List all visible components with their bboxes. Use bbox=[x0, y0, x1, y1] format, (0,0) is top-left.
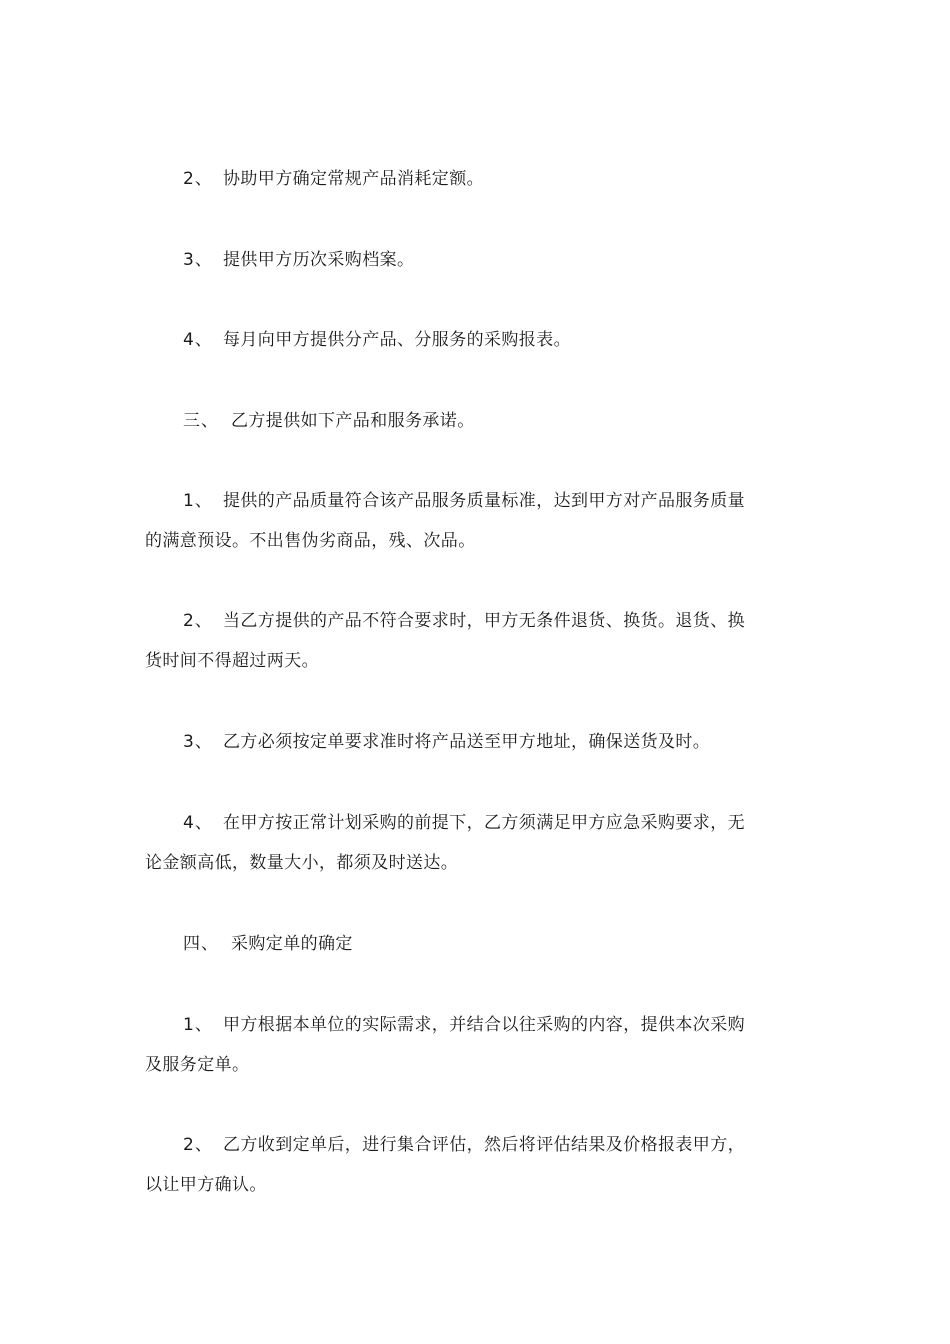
section-marker: 四、 bbox=[183, 934, 219, 954]
paragraph-text: 提供的产品质量符合该产品服务质量标准，达到甲方对产品服务质量 bbox=[223, 491, 745, 511]
paragraph-line bbox=[145, 722, 800, 762]
paragraph bbox=[145, 481, 800, 561]
list-marker: 3、 bbox=[183, 250, 213, 270]
list-marker: 1、 bbox=[183, 1015, 213, 1035]
paragraph-line bbox=[145, 1125, 800, 1165]
paragraph bbox=[145, 320, 800, 360]
paragraph bbox=[145, 1005, 800, 1085]
list-marker: 2、 bbox=[183, 611, 213, 631]
paragraph-text: 协助甲方确定常规产品消耗定额。 bbox=[223, 169, 484, 189]
paragraph-text: 在甲方按正常计划采购的前提下，乙方须满足甲方应急采购要求，无 bbox=[223, 813, 745, 833]
paragraph-line bbox=[145, 924, 800, 964]
paragraph-line bbox=[145, 320, 800, 360]
paragraph-text: 当乙方提供的产品不符合要求时，甲方无条件退货、换货。退货、换 bbox=[223, 611, 745, 631]
list-marker: 4、 bbox=[183, 813, 213, 833]
paragraph-line bbox=[145, 401, 800, 441]
list-marker: 4、 bbox=[183, 330, 213, 350]
paragraph-text: 提供甲方历次采购档案。 bbox=[223, 250, 415, 270]
list-marker: 2、 bbox=[183, 1135, 213, 1155]
list-marker: 2、 bbox=[183, 169, 213, 189]
paragraph bbox=[145, 601, 800, 681]
paragraph-text: 每月向甲方提供分产品、分服务的采购报表。 bbox=[223, 330, 571, 350]
section-heading-text: 采购定单的确定 bbox=[231, 934, 353, 954]
paragraph-line bbox=[145, 481, 800, 521]
paragraph-line bbox=[145, 1005, 800, 1045]
paragraph-line: 以让甲方确认。 bbox=[145, 1175, 267, 1195]
paragraph-line bbox=[145, 240, 800, 280]
paragraph bbox=[145, 1125, 800, 1205]
paragraph-line bbox=[145, 803, 800, 843]
section-marker: 三、 bbox=[183, 411, 219, 431]
paragraph-line bbox=[145, 159, 800, 199]
list-marker: 3、 bbox=[183, 732, 213, 752]
paragraph-line: 及服务定单。 bbox=[145, 1055, 250, 1075]
paragraph-line: 的满意预设。不出售伪劣商品，残、次品。 bbox=[145, 531, 476, 551]
section-heading-text: 乙方提供如下产品和服务承诺。 bbox=[231, 411, 475, 431]
paragraph-line: 论金额高低，数量大小，都须及时送达。 bbox=[145, 853, 459, 873]
paragraph-text: 乙方收到定单后，进行集合评估，然后将评估结果及价格报表甲方， bbox=[223, 1135, 745, 1155]
section-heading bbox=[145, 401, 800, 441]
paragraph-line bbox=[145, 601, 800, 641]
paragraph bbox=[145, 240, 800, 280]
paragraph bbox=[145, 722, 800, 762]
list-marker: 1、 bbox=[183, 491, 213, 511]
paragraph bbox=[145, 803, 800, 883]
section-heading bbox=[145, 924, 800, 964]
paragraph bbox=[145, 159, 800, 199]
paragraph-line: 货时间不得超过两天。 bbox=[145, 651, 319, 671]
paragraph-text: 乙方必须按定单要求准时将产品送至甲方地址，确保送货及时。 bbox=[223, 732, 711, 752]
paragraph-text: 甲方根据本单位的实际需求，并结合以往采购的内容，提供本次采购 bbox=[223, 1015, 745, 1035]
